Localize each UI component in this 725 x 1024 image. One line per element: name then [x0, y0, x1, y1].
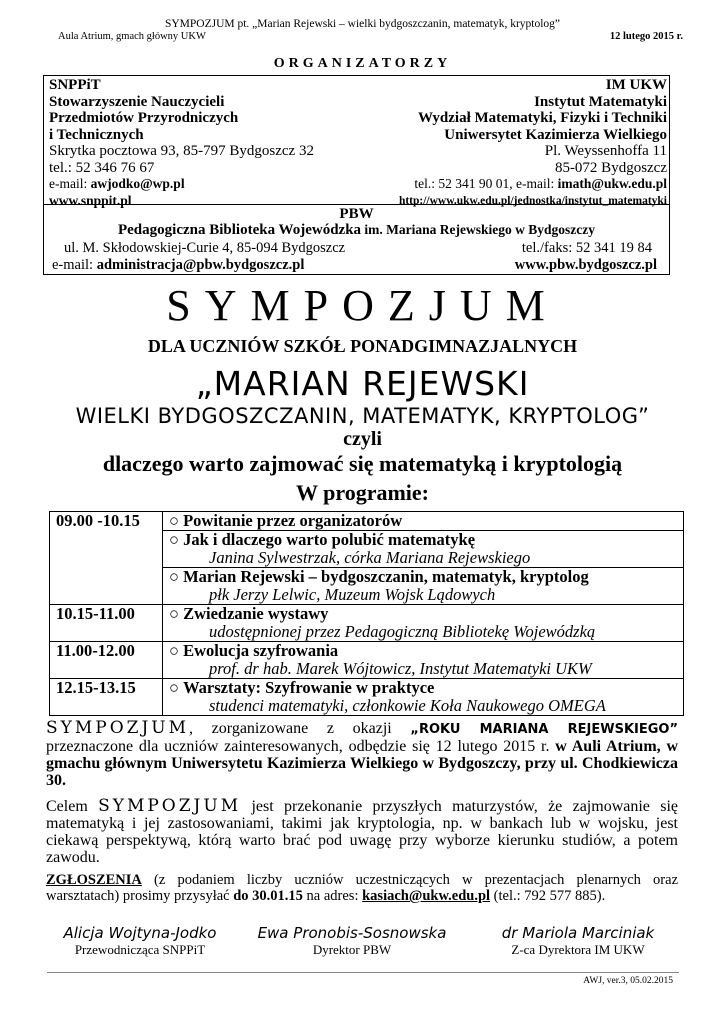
pbw-email-label: e-mail: [52, 257, 97, 273]
registration-deadline: do 30.01.15 [233, 888, 303, 904]
program-item-speaker: płk Jerzy Lelwic, Muzeum Wojsk Lądowych [209, 585, 496, 604]
organizers-title: ORGANIZATORZY [273, 56, 452, 71]
pbw-telfax: tel./faks: 52 341 19 84 [521, 240, 652, 256]
bullet-icon: ○ [169, 567, 179, 586]
program-row [50, 679, 684, 716]
program-item [163, 512, 684, 531]
program-time: 11.00-12.00 [50, 642, 163, 679]
bullet-icon: ○ [169, 678, 179, 697]
paragraph-sym: SYMPOZJUM [98, 796, 242, 816]
main-title: SYMPOZJUM [166, 281, 559, 330]
program-item [163, 642, 684, 679]
pbw-www-link[interactable]: www.pbw.bydgoszcz.pl [514, 257, 657, 273]
paragraph-sym: SYMPOZJUM [46, 718, 190, 738]
pbw-name-bold: Pedagogiczna Biblioteka Wojewódzka [117, 222, 362, 238]
bullet-icon: ○ [169, 604, 179, 623]
imukw-www-link[interactable]: http://www.ukw.edu.pl/jednostka/instytut_matematyki [398, 194, 667, 207]
snppit-name1: Stowarzyszenie Nauczycieli [49, 93, 225, 110]
pbw-contact-row [52, 257, 660, 274]
paragraph-text: (z podaniem liczby uczniów uczestniczących w prezentacjach plenarnych oraz warsztatach) prosimy przysyłać [46, 872, 678, 904]
pbw-address-row [52, 240, 660, 257]
program-row [50, 605, 684, 642]
paragraph-intro [46, 720, 678, 789]
program-item-title: Jak i dlaczego warto polubić matematykę [183, 530, 476, 549]
program-item [163, 605, 684, 642]
program-item-speaker: Janina Sylwestrzak, córka Mariana Rejewskiego [209, 548, 531, 567]
organizer-snppit [49, 77, 349, 209]
organizer-imukw [327, 77, 667, 209]
program-item-speaker: prof. dr hab. Marek Wójtowicz, Instytut Matematyki UKW [209, 659, 592, 678]
signature-role: Przewodnicząca SNPPiT [74, 942, 206, 957]
paragraph-text: , zorganizowane z okazji [189, 720, 411, 737]
bullet-icon: ○ [169, 641, 179, 660]
signature-role: Z-ca Dyrektora IM UKW [511, 942, 645, 957]
snppit-address: Skrytka pocztowa 93, 85-797 Bydgoszcz 32 [49, 143, 314, 159]
paragraph-text: na adres: [302, 888, 363, 904]
paragraph-goal [46, 798, 678, 866]
imukw-address1: Pl. Weyssenhoffa 11 [544, 143, 667, 159]
header-date: 12 lutego 2015 r. [609, 31, 683, 42]
program-item-title: Marian Rejewski – bydgoszczanin, matematyk, kryptolog [183, 567, 589, 586]
program-item-speaker: studenci matematyki, członkowie Koła Naukowego OMEGA [209, 696, 606, 715]
program-item-title: Warsztaty: Szyfrowanie w praktyce [183, 678, 435, 697]
snppit-tel: tel.: 52 346 76 67 [49, 159, 155, 176]
imukw-name1: Instytut Matematyki [534, 93, 667, 110]
registration-email-link[interactable]: kasiach@ukw.edu.pl [362, 888, 491, 904]
pbw-address: ul. M. Skłodowskiej-Curie 4, 85-094 Bydgoszcz [64, 240, 346, 256]
imukw-name3: Uniwersytet Kazimierza Wielkiego [444, 126, 667, 143]
signature-pbw [252, 924, 452, 958]
program-row [50, 642, 684, 679]
paragraph-text: jest przekonanie przyszłych maturzystów, że zajmowanie się matematyką i jej zastosowaniami, takimi jak kryptologia, np. w bankach lub w wojsku, jest ciekawą perspektywą, którą warto brać pod uwagę przy wyborze kierunku studiów, a potem zawodu. [46, 798, 678, 866]
program-heading: W programie: [296, 480, 429, 505]
paragraph-text: Celem [46, 798, 99, 815]
paragraph-venue: w Auli Atrium, w gmachu głównym Uniwersytetu Kazimierza Wielkiego w Bydgoszczy, przy ul. Chodkiewicza 30. [46, 738, 679, 789]
program-item [163, 679, 684, 716]
signature-name: Alicja Wojtyna-Jodko [63, 924, 217, 942]
imukw-abbr: IM UKW [605, 77, 667, 93]
snppit-www-link[interactable]: www.snppit.pl [49, 192, 132, 208]
title-line1: „MARIAN REJEWSKI [195, 364, 530, 403]
program-item [163, 568, 684, 605]
paragraph-text: (tel.: 792 577 885). [490, 888, 606, 904]
paragraph-text: przeznaczone dla uczniów zainteresowanych, odbędzie się 12 lutego 2015 r. [46, 738, 556, 755]
imukw-name2: Wydział Matematyki, Fizyki i Techniki [417, 110, 667, 126]
program-time: 09.00 -10.15 [50, 512, 163, 605]
bullet-icon: ○ [169, 530, 179, 549]
header-title: SYMPOZJUM pt. „Marian Rejewski – wielki bydgoszczanin, matematyk, kryptolog” [164, 18, 561, 30]
signature-name: Ewa Pronobis-Sosnowska [257, 924, 447, 942]
footer-version: AWJ, ver.3, 05.02.2015 [583, 976, 673, 986]
footer-divider [47, 972, 679, 973]
program-item-speaker: udostępnionej przez Pedagogiczną Bibliotekę Wojewódzką [209, 622, 596, 641]
paragraph-registration [46, 872, 678, 904]
program-time: 12.15-13.15 [50, 679, 163, 716]
program-item-title: Ewolucja szyfrowania [183, 641, 339, 660]
signature-snppit [40, 924, 240, 958]
header-place: Aula Atrium, gmach główny UKW [58, 31, 206, 42]
title-line2: WIELKI BYDGOSZCZANIN, MATEMATYK, KRYPTOLOG” [75, 404, 650, 428]
program-time: 10.15-11.00 [50, 605, 163, 642]
main-subtitle: DLA UCZNIÓW SZKÓŁ PONADGIMNAZJALNYCH [147, 336, 578, 356]
program-item-title: Zwiedzanie wystawy [183, 604, 329, 623]
pbw-abbr: PBW [339, 206, 374, 222]
paragraph-roku: „ROKU MARIANA REJEWSKIEGO” [410, 722, 678, 737]
snppit-name2: Przedmiotów Przyrodniczych [49, 110, 239, 126]
signature-name: dr Mariola Marciniak [501, 924, 655, 942]
pbw-name-rest: im. Mariana Rejewskiego w Bydgoszczy [361, 222, 596, 237]
snppit-abbr: SNPPiT [49, 77, 101, 93]
organizer-pbw [43, 206, 670, 238]
snppit-email-label: e-mail: [49, 176, 91, 191]
signature-role: Dyrektor PBW [312, 942, 392, 957]
snppit-name3: i Technicznych [49, 126, 144, 143]
imukw-address2: 85-072 Bydgoszcz [554, 159, 667, 176]
signature-imukw [478, 924, 678, 958]
pbw-email-link[interactable]: administracja@pbw.bydgoszcz.pl [96, 257, 305, 273]
title-czyli: czyli [343, 428, 382, 450]
registration-label: ZGŁOSZENIA [46, 872, 142, 888]
program-table [49, 511, 684, 716]
imukw-email-link[interactable]: imath@ukw.edu.pl [557, 176, 667, 191]
program-item [163, 531, 684, 568]
imukw-tel-email-label: tel.: 52 341 90 01, e-mail: [414, 176, 558, 191]
program-item-title: Powitanie przez organizatorów [183, 511, 403, 530]
bullet-icon: ○ [169, 511, 179, 530]
title-why: dlaczego warto zajmować się matematyką i kryptologią [102, 451, 623, 476]
snppit-email-link[interactable]: awjodko@wp.pl [90, 176, 185, 191]
program-row [50, 512, 684, 531]
